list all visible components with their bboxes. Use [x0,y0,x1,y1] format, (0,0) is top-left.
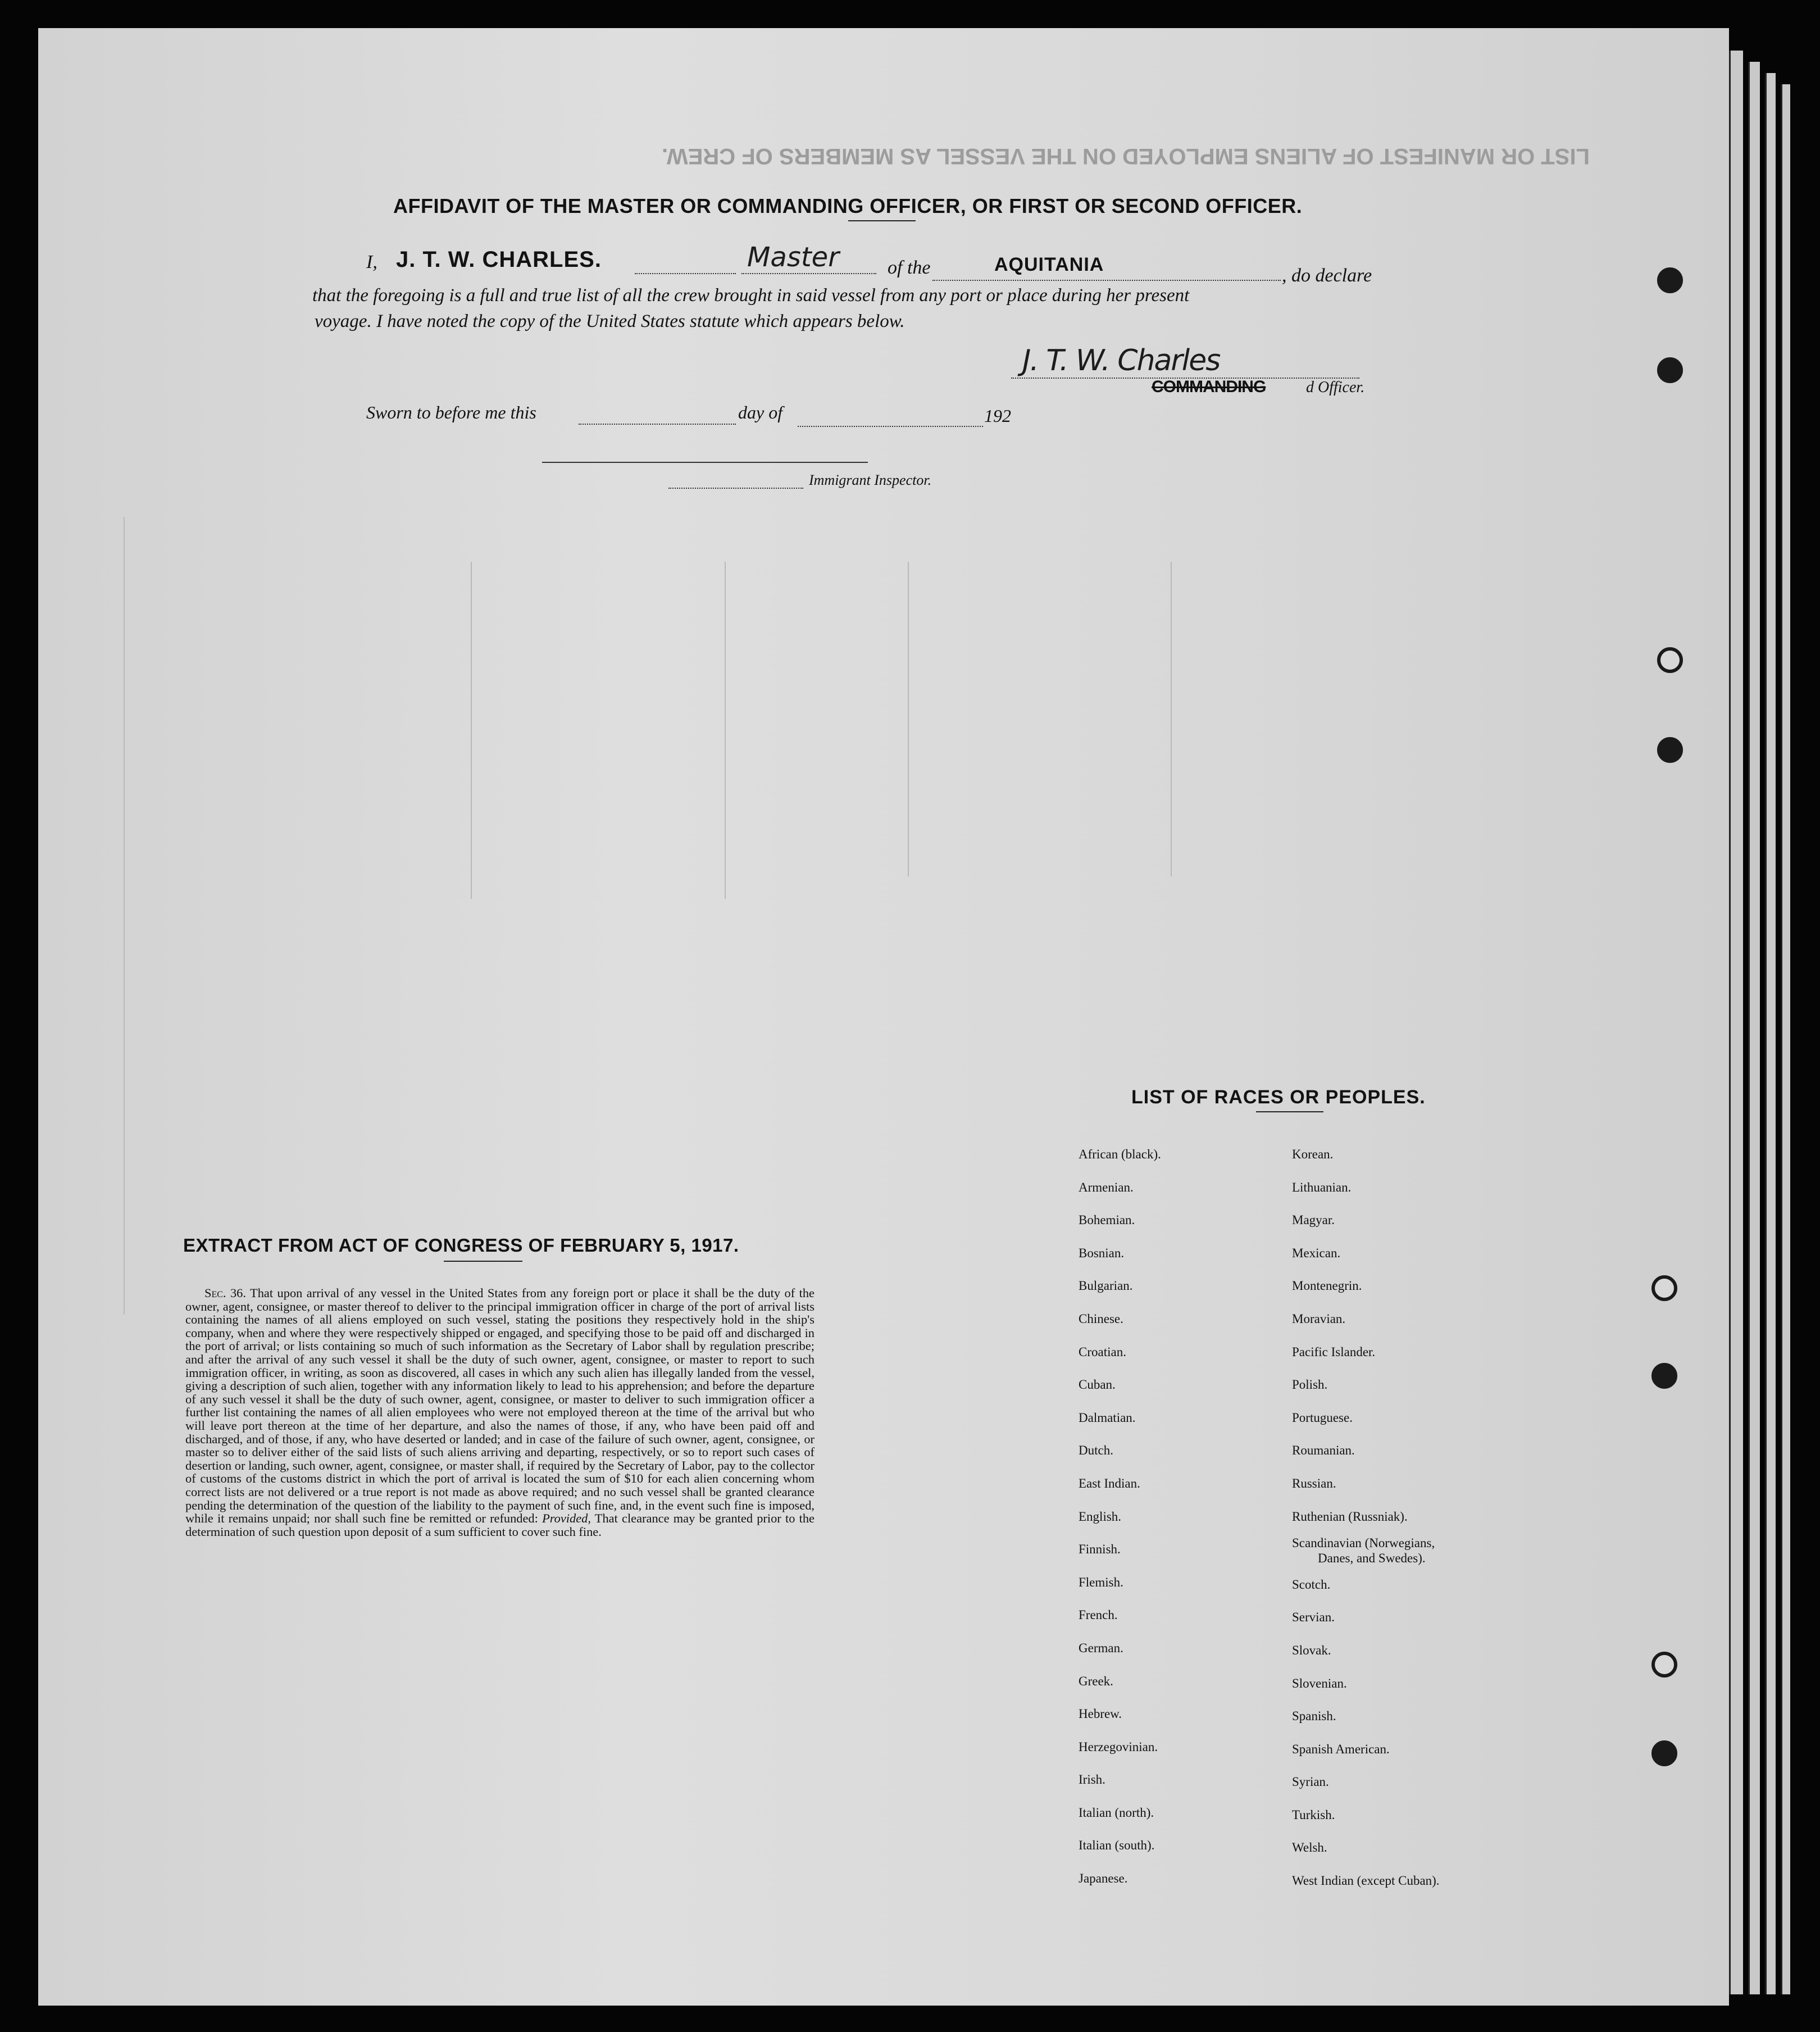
race-item: Chinese. [1079,1311,1123,1326]
race-item: Lithuanian. [1292,1180,1352,1194]
race-item: Turkish. [1292,1807,1335,1822]
sworn-label: Sworn to before me this [366,402,536,422]
race-item: Scandinavian (Norwegians, Danes, and Swedes). [1292,1536,1435,1566]
page-edge-strip [1765,73,1776,1994]
race-item-continuation: Danes, and Swedes). [1318,1551,1426,1566]
page-edge-strip [1748,62,1760,1994]
race-item: Scotch. [1292,1577,1331,1592]
race-item: Dalmatian. [1079,1410,1136,1425]
race-item: Japanese. [1079,1871,1128,1886]
race-item: Polish. [1292,1378,1328,1392]
binder-hole [1651,1275,1677,1301]
race-item: West Indian (except Cuban). [1292,1874,1440,1888]
race-item: Italian (north). [1079,1805,1154,1820]
commanding-stamp: COMMANDING [1152,378,1266,396]
binder-hole [1651,1363,1677,1389]
sworn-day-fill [579,424,736,425]
race-item: Dutch. [1079,1443,1113,1458]
rank-handwritten: Master [747,242,839,273]
race-item: French. [1079,1608,1118,1622]
column-rule [1171,562,1172,876]
race-item: German. [1079,1640,1123,1655]
race-item: Russian. [1292,1476,1336,1490]
race-item: Armenian. [1079,1180,1134,1194]
extract-title: EXTRACT FROM ACT OF CONGRESS OF FEBRUARY 5, 1917. [183,1235,739,1256]
race-item: Slovak. [1292,1643,1331,1657]
inspector-dotted-line [668,488,803,489]
binder-hole [1657,647,1683,673]
master-signature: J. T. W. Charles [1022,344,1220,378]
race-item: Roumanian. [1292,1443,1355,1458]
column-rule [908,562,909,876]
column-rule [124,517,125,1315]
year-label: 192 [984,406,1011,426]
bleed-through-header: LIST OR MANIFEST OF ALIENS EMPLOYED ON THE VESSEL AS MEMBERS OF CREW. [662,144,1590,169]
vessel-name: AQUITANIA [994,254,1104,275]
race-item: Montenegrin. [1292,1279,1362,1293]
race-item: Herzegovinian. [1079,1739,1158,1754]
race-item: Slovenian. [1292,1676,1347,1690]
race-item: English. [1079,1509,1122,1524]
binder-hole [1651,1740,1677,1766]
race-item: Bohemian. [1079,1213,1135,1228]
race-item: Croatian. [1079,1344,1126,1359]
sworn-month-fill [798,426,983,427]
extract-text-1: That upon arrival of any vessel in the United States from any foreign port or place it shall be the duty of the owner, agent, consignee, or master thereof to deliver to the principal immigration officer in charge of the port of arrival lists containing the names of all aliens employed on such vessel, stating the positions they respectively hold in the ship's company, when and where they were respectively shipped or engaged, and specifying those to be paid off and discharged in the port of arrival; or lists containing so much of such information as the Secretary of Labor shall by regulation prescribe; and after the arrival of any such vessel it shall be the duty of such owner, agent, consignee, or master to report to such immigration officer, in writing, as soon as discovered, all cases in which any such alien has illegally landed from the vessel, giving a description of such alien, together with any information likely to lead to his apprehension; and before the departure of any such vessel it shall be the duty of such owner, agent, consignee, or master to deliver to such immigration officer a further list containing the names of all alien employees who were not employed thereon at the time of the arrival but who will leave port thereon at the time of her departure, and also the names of those, if any, who have been paid off and discharged, and of those, if any, who have deserted or landed; and in case of the failure of such owner, agent, consignee, or master so to deliver either of the said lists of such aliens arriving and departing, respectively, or so to report such cases of desertion or landing, such owner, agent, consignee, or master shall, if required by the Secretary of Labor, pay to the collector of customs of the customs district in which the port of arrival is located the sum of $10 for each alien concerning whom correct lists are not delivered or a true report is not made as above required; and no such vessel shall be granted clearance pending the determination of the question of the liability to the payment of such fine, and, in the event such fine is imposed, while it remains unpaid; nor shall such fine be remitted or refunded: [185,1286,815,1526]
race-item: Italian (south). [1079,1838,1155,1853]
page-edge-strip [1781,84,1790,1994]
binder-hole [1657,267,1683,293]
race-item: East Indian. [1079,1476,1140,1490]
inspector-signature-line [542,462,868,463]
race-item: Moravian. [1292,1311,1346,1326]
binder-hole [1657,357,1683,383]
page-edge-strip [1729,51,1743,1994]
binder-hole [1657,737,1683,763]
race-item: Portuguese. [1292,1410,1353,1425]
race-item: Bulgarian. [1079,1279,1133,1293]
extract-body [185,1287,815,1538]
affidavit-pronoun: I, [366,252,377,272]
race-item: Cuban. [1079,1378,1116,1392]
race-item: Flemish. [1079,1575,1123,1589]
extract-text-2: That clearance may be granted prior to the determination of such question upon deposit of a sum sufficient to cover such fine. [185,1511,815,1539]
extract-rule [444,1261,522,1262]
declaration-line-2: voyage. I have noted the copy of the United States statute which appears below. [315,311,905,331]
race-item: African (black). [1079,1147,1161,1161]
races-right-column [1292,1138,1440,1898]
race-item: Bosnian. [1079,1245,1125,1260]
name-fill-line [635,273,736,274]
races-left-column [1079,1138,1161,1895]
provided-clause: Provided, [542,1511,591,1526]
vessel-fill-line [932,280,1281,281]
binder-hole [1651,1652,1677,1678]
inspector-label: Immigrant Inspector. [809,472,932,488]
race-item: Greek. [1079,1674,1113,1688]
race-item: Hebrew. [1079,1707,1122,1721]
column-rule [471,562,472,899]
race-item: Pacific Islander. [1292,1344,1376,1359]
race-item: Spanish American. [1292,1742,1390,1756]
heading-rule [848,220,916,221]
race-item: Korean. [1292,1147,1334,1161]
race-item: Irish. [1079,1772,1105,1787]
race-item: Syrian. [1292,1775,1329,1789]
rank-fill-line [741,273,876,274]
race-item: Servian. [1292,1610,1335,1625]
race-item: Ruthenian (Russniak). [1292,1509,1408,1524]
section-label: Sec. 36. [204,1286,246,1300]
affidavit-heading: AFFIDAVIT OF THE MASTER OR COMMANDING OFFICER, OR FIRST OR SECOND OFFICER. [393,194,1303,217]
races-title: LIST OF RACES OR PEOPLES. [1131,1087,1426,1108]
column-rule [725,562,726,899]
day-of-label: day of [738,402,783,422]
races-rule [1256,1111,1323,1112]
race-item: Finnish. [1079,1542,1121,1557]
declaration-line-1: that the foregoing is a full and true list of all the crew brought in said vessel from any port or place during her present [312,285,1190,306]
race-item: Magyar. [1292,1213,1335,1228]
race-item: Welsh. [1292,1840,1327,1855]
of-the-label: of the [888,257,931,278]
race-item: Spanish. [1292,1709,1336,1724]
race-item: Mexican. [1292,1245,1341,1260]
do-declare-label: , do declare [1282,265,1372,286]
officer-name: J. T. W. CHARLES. [396,247,602,272]
officer-suffix: d Officer. [1306,379,1365,396]
